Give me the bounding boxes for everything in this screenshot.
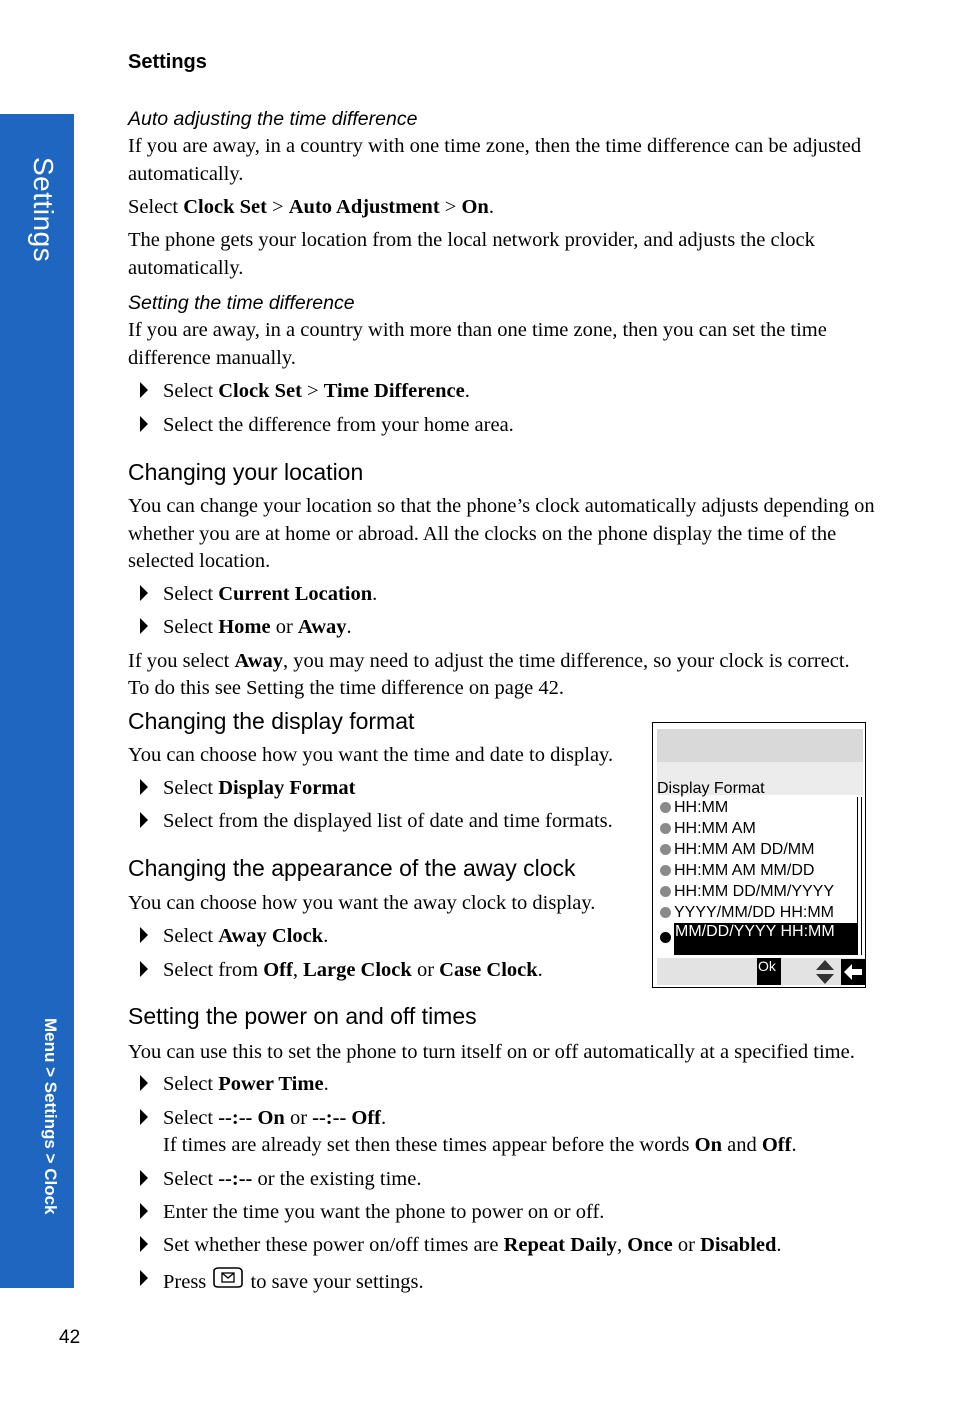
bullet-arrow-icon xyxy=(140,1075,148,1091)
subheading-set-difference: Setting the time difference xyxy=(128,292,355,314)
radio-dot-icon xyxy=(660,844,671,855)
paragraph-cross-reference: To do this see Setting the time difference on page 42. xyxy=(128,677,564,699)
bullet-arrow-icon xyxy=(140,416,148,432)
radio-dot-icon xyxy=(660,932,671,943)
list-item[interactable]: HH:MM AM MM/DD xyxy=(657,860,857,881)
bullet-arrow-icon xyxy=(140,1270,148,1286)
heading-location: Changing your location xyxy=(128,459,364,485)
back-arrow-icon[interactable] xyxy=(841,959,865,985)
list-item[interactable]: HH:MM AM xyxy=(657,818,857,839)
bullet-arrow-icon xyxy=(140,1109,148,1125)
bullet-arrow-icon xyxy=(140,585,148,601)
bullet-arrow-icon xyxy=(140,1236,148,1252)
bullet-arrow-icon xyxy=(140,618,148,634)
list-item-selected[interactable]: MM/DD/YYYY HH:MM xyxy=(657,923,857,955)
subheading-auto-adjust: Auto adjusting the time difference xyxy=(128,108,418,130)
message-key-icon xyxy=(211,1266,245,1299)
radio-dot-icon xyxy=(660,886,671,897)
list-item[interactable]: HH:MM xyxy=(657,797,857,818)
paragraph: You can choose how you want the time and date to display. xyxy=(128,744,614,766)
radio-dot-icon xyxy=(660,907,671,918)
bullet-arrow-icon xyxy=(140,382,148,398)
paragraph: If you select Away, you may need to adjust the time difference, so your clock is correct. xyxy=(128,650,850,672)
sidebar-title: Settings xyxy=(28,157,59,263)
bullet-arrow-icon xyxy=(140,779,148,795)
radio-dot-icon xyxy=(660,865,671,876)
heading-away-clock: Changing the appearance of the away clock xyxy=(128,855,576,881)
running-header: Settings xyxy=(128,51,207,73)
paragraph: You can use this to set the phone to turn itself on or off automatically at a specified time. xyxy=(128,1041,855,1063)
ok-softkey[interactable]: Ok xyxy=(757,958,781,985)
scrollbar[interactable] xyxy=(857,797,862,955)
phone-screen-display-format xyxy=(652,722,866,988)
radio-dot-icon xyxy=(660,823,671,834)
radio-dot-icon xyxy=(660,802,671,813)
format-list xyxy=(657,797,857,955)
bullet-arrow-icon xyxy=(140,961,148,977)
bullet-arrow-icon xyxy=(140,1203,148,1219)
paragraph: Select Clock Set > Auto Adjustment > On. xyxy=(128,196,494,218)
page-number: 42 xyxy=(59,1327,81,1348)
paragraph: You can choose how you want the away clock to display. xyxy=(128,892,596,914)
paragraph: If you are away, in a country with one time zone, then the time difference can be adjusted automatically. xyxy=(128,135,862,185)
bullet-arrow-icon xyxy=(140,812,148,828)
list-item[interactable]: HH:MM AM DD/MM xyxy=(657,839,857,860)
status-bar xyxy=(657,729,863,762)
paragraph: The phone gets your location from the local network provider, and adjusts the clock automatically. xyxy=(128,229,815,279)
softkey-bar xyxy=(657,958,863,985)
sidebar-tab xyxy=(0,114,74,1288)
list-item[interactable]: YYYY/MM/DD HH:MM xyxy=(657,902,857,923)
list-item[interactable]: HH:MM DD/MM/YYYY xyxy=(657,881,857,902)
sidebar-breadcrumb: Menu > Settings > Clock xyxy=(41,1018,60,1215)
heading-display-format: Changing the display format xyxy=(128,708,415,734)
bullet-arrow-icon xyxy=(140,1170,148,1186)
bullet-arrow-icon xyxy=(140,927,148,943)
up-down-arrows-icon[interactable] xyxy=(815,959,835,985)
paragraph: If you are away, in a country with more than one time zone, then you can set the time difference manually. xyxy=(128,319,827,369)
screen-title: Display Format xyxy=(657,780,765,797)
paragraph: You can change your location so that the phone’s clock automatically adjusts depending on whether you are at home or abroad. All the clocks on the phone display the time of the selected location. xyxy=(128,495,875,572)
heading-power-time: Setting the power on and off times xyxy=(128,1003,477,1029)
